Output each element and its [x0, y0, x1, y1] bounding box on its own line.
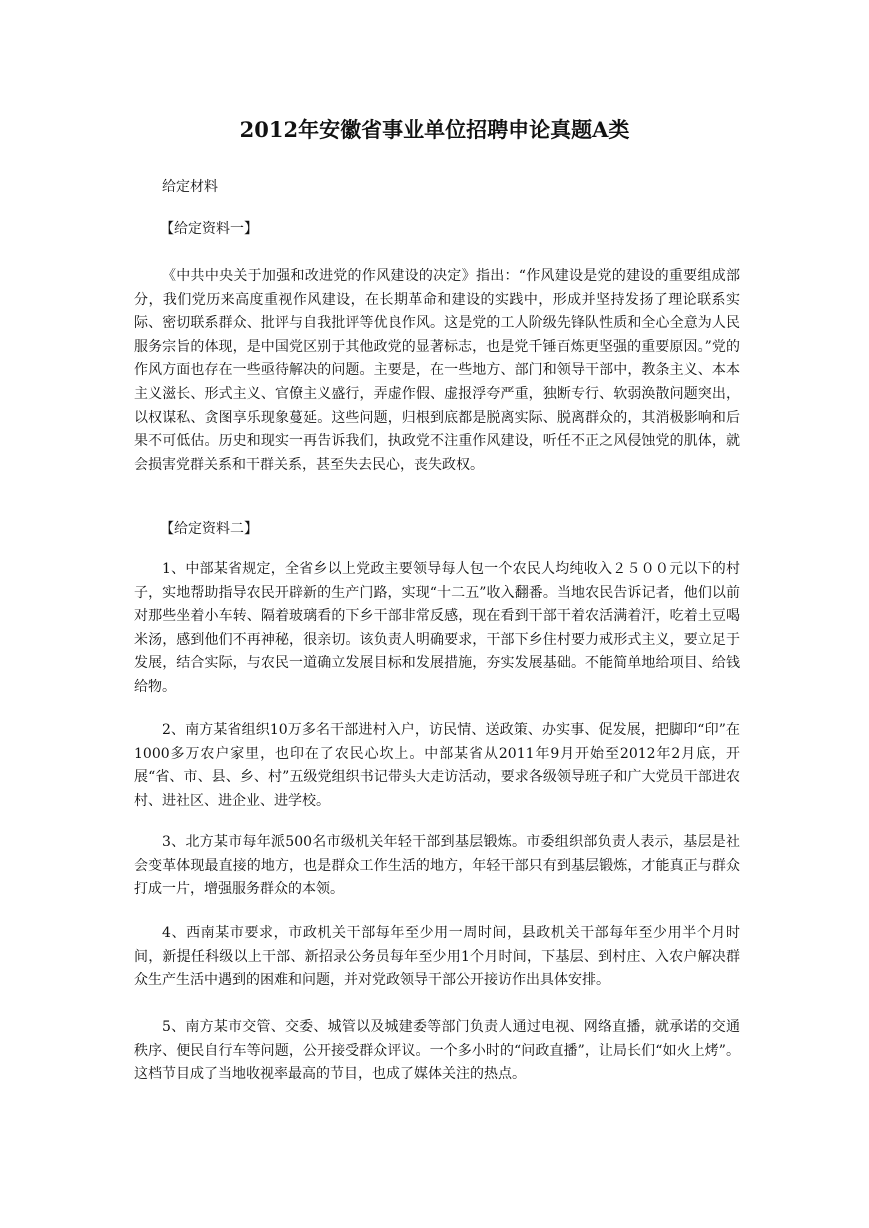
material-two-paragraph-4: 4、西南某市要求，市政机关干部每年至少用一周时间，县政机关干部每年至少用半个月时间，新提任科级以上干部、新招录公务员每年至少用1个月时间，下基层、到村庄、入农户解决群众生产生活中遇到的困难和问题，并对党政领导干部公开接访作出具体安排。 [134, 925, 740, 989]
material-two-paragraph-3: 3、北方某市每年派500名市级机关年轻干部到基层锻炼。市委组织部负责人表示，基层是社会变革体现最直接的地方，也是群众工作生活的地方，年轻干部只有到基层锻炼，才能真正与群众打成一片，增强服务群众的本领。 [134, 834, 740, 898]
material-two-label: 【给定资料二】 [160, 521, 258, 537]
material-one-label: 【给定资料一】 [160, 221, 258, 237]
material-one-paragraph: 《中共中央关于加强和改进党的作风建设的决定》指出：“作风建设是党的建设的重要组成部分，我们党历来高度重视作风建设，在长期革命和建设的实践中，形成并坚持发扬了理论联系实际、密切联系群众、批评与自我批评等优良作风。这是党的工人阶级先锋队性质和全心全意为人民服务宗旨的体现，是中国党区别于其他政党的显著标志，也是党千锤百炼更坚强的重要原因。”党的作风方面也存在一些亟待解决的问题。主要是，在一些地方、部门和领导干部中，教条主义、本本主义滋长、形式主义、官僚主义盛行，弄虚作假、虚报浮夸严重，独断专行、软弱涣散问题突出，以权谋私、贪图享乐现象蔓延。这些问题，归根到底都是脱离实际、脱离群众的，其消极影响和后果不可低估。历史和现实一再告诉我们，执政党不注重作风建设，听任不正之风侵蚀党的肌体，就会损害党群关系和干群关系，甚至失去民心，丧失政权。 [134, 268, 740, 473]
material-two-paragraph-1: 1、中部某省规定，全省乡以上党政主要领导每人包一个农民人均纯收入２５００元以下的村子，实地帮助指导农民开辟新的生产门路，实现“十二五”收入翻番。当地农民告诉记者，他们以前对那些坐着小车转、隔着玻璃看的下乡干部非常反感，现在看到干部干着农活满着汗，吃着土豆喝米汤，感到他们不再神秘，很亲切。该负责人明确要求，干部下乡住村要力戒形式主义，要立足于发展，结合实际，与农民一道确立发展目标和发展措施，夯实发展基础。不能简单地给项目、给钱给物。 [134, 561, 740, 695]
section-heading: 给定材料 [162, 179, 218, 195]
material-two-paragraph-2: 2、南方某省组织10万多名干部进村入户，访民情、送政策、办实事、促发展，把脚印“印”在1000多万农户家里，也印在了农民心坎上。中部某省从2011年9月开始至2012年2月底，开展“省、市、县、乡、村”五级党组织书记带头大走访活动，要求各级领导班子和广大党员干部进农村、进社区、进企业、进学校。 [134, 722, 740, 809]
document-title: 2012年安徽省事业单位招聘申论真题A类 [239, 117, 630, 142]
material-two-paragraph-5: 5、南方某市交管、交委、城管以及城建委等部门负责人通过电视、网络直播，就承诺的交通秩序、便民自行车等问题，公开接受群众评议。一个多小时的“问政直播”，让局长们“如火上烤”。这档节目成了当地收视率最高的节目，也成了媒体关注的热点。 [134, 1019, 740, 1083]
